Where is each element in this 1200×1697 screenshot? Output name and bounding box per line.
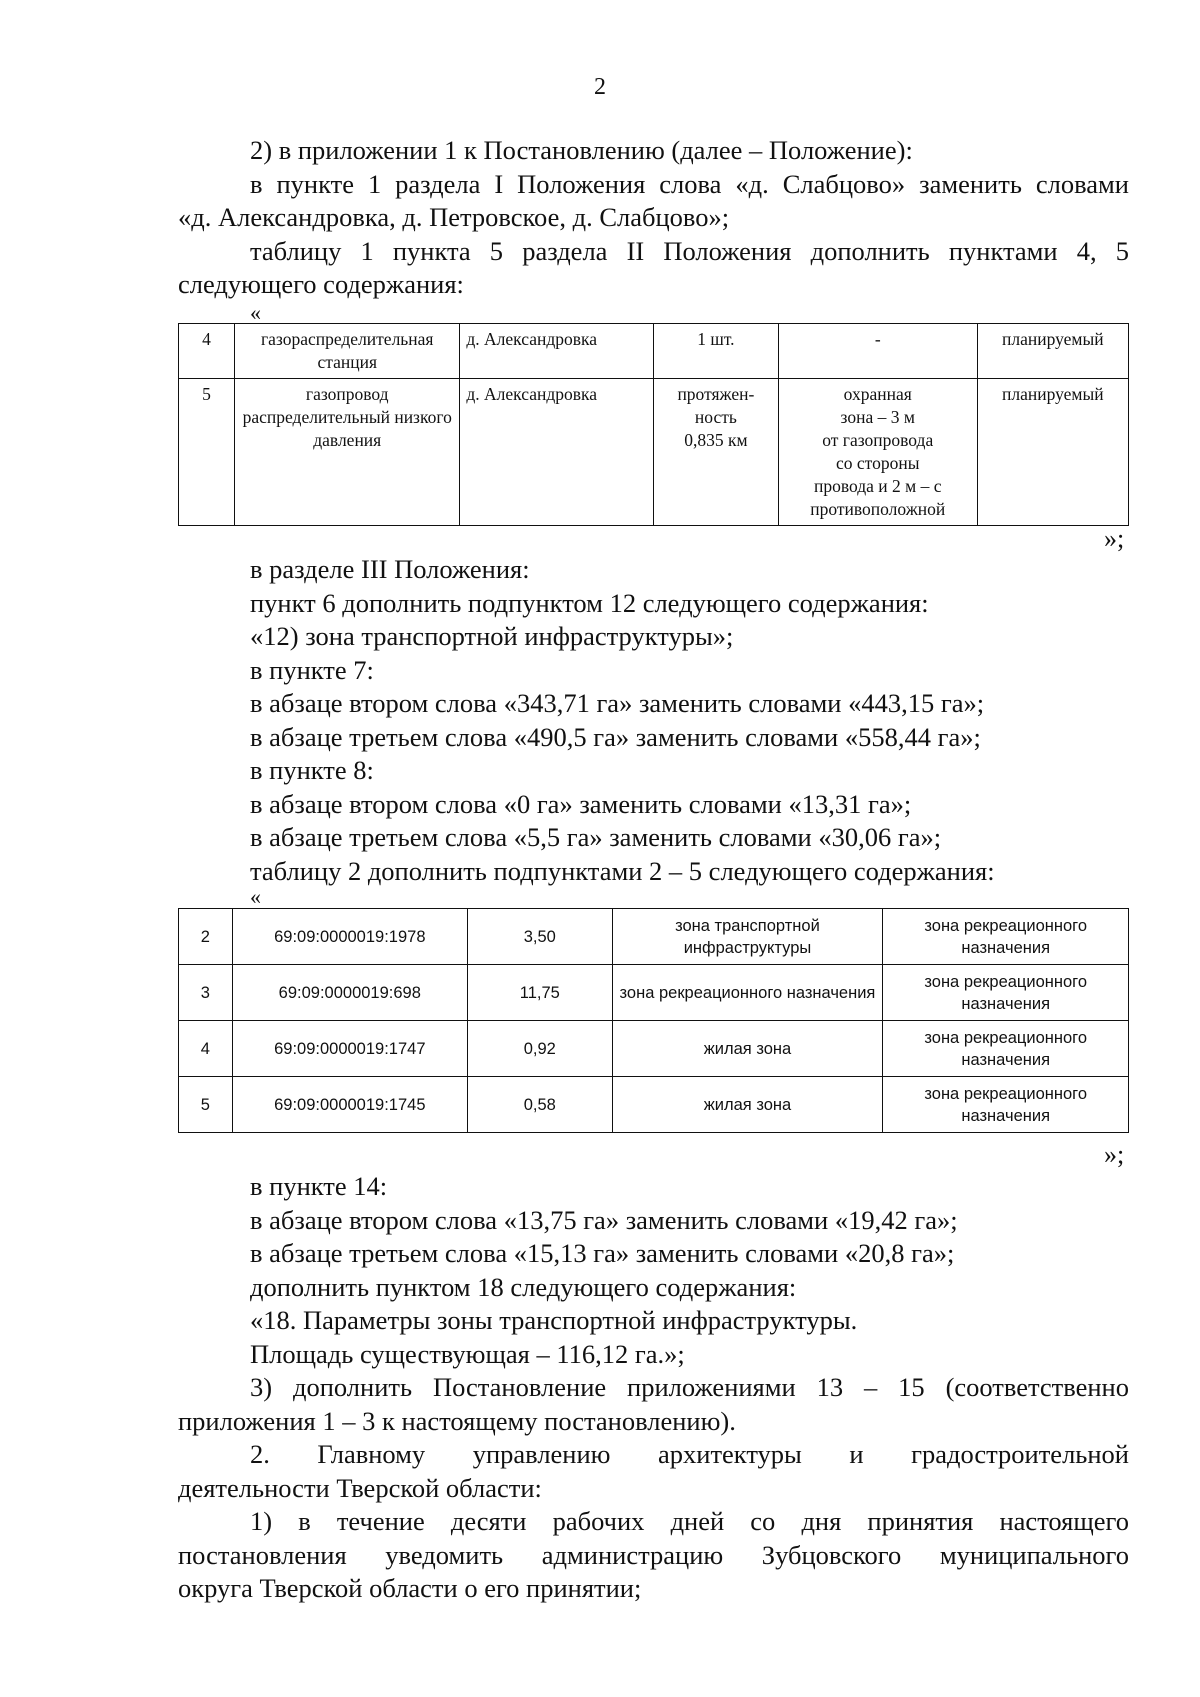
cell-area: 0,58: [468, 1077, 613, 1133]
cell-param: протяжен- ность 0,835 км: [653, 379, 778, 526]
cell-to: зона рекреационного назначения: [883, 965, 1129, 1021]
paragraph: 1) в течение десяти рабочих дней со дня принятия настоящего: [250, 1506, 1129, 1536]
cell-num: 5: [179, 1077, 233, 1133]
table-1: [178, 323, 1129, 526]
paragraph: Площадь существующая – 116,12 га.»;: [250, 1338, 685, 1369]
paragraph: в пункте 7:: [250, 654, 374, 685]
cell-num: 4: [179, 1021, 233, 1077]
cell-cadastral: 69:09:0000019:1745: [232, 1077, 467, 1133]
cell-from: жилая зона: [612, 1021, 883, 1077]
paragraph: приложения 1 – 3 к настоящему постановлению).: [178, 1405, 736, 1436]
cell-to: зона рекреационного назначения: [883, 909, 1129, 965]
paragraph: в разделе III Положения:: [250, 554, 530, 584]
paragraph: 2) в приложении 1 к Постановлению (далее – Положение):: [250, 135, 913, 165]
table-row: [179, 1077, 1129, 1133]
quote-close: »;: [1104, 1140, 1125, 1169]
paragraph: в пункте 8:: [250, 755, 374, 785]
cell-place: д. Александровка: [460, 379, 654, 526]
cell-area: 0,92: [468, 1021, 613, 1077]
paragraph: в пункте 1 раздела I Положения слова «д. Слабцово» заменить словами: [250, 168, 1129, 199]
paragraph: 3) дополнить Постановление приложениями 13 – 15 (соответственно: [250, 1372, 1129, 1402]
cell-zone: -: [778, 324, 977, 379]
table-2: [178, 908, 1129, 1133]
paragraph: таблицу 2 дополнить подпунктами 2 – 5 следующего содержания:: [250, 855, 995, 886]
quote-close: »;: [1104, 524, 1125, 553]
cell-cadastral: 69:09:0000019:1978: [232, 909, 467, 965]
paragraph: таблицу 1 пункта 5 раздела II Положения дополнить пунктами 4, 5: [250, 235, 1129, 266]
paragraph: в абзаце третьем слова «490,5 га» заменить словами «558,44 га»;: [250, 721, 981, 752]
paragraph: «12) зона транспортной инфраструктуры»;: [250, 621, 734, 651]
cell-cadastral: 69:09:0000019:698: [232, 965, 467, 1021]
section-1: [178, 134, 1129, 302]
paragraph: в абзаце втором слова «13,75 га» заменить словами «19,42 га»;: [250, 1204, 958, 1235]
cell-param: 1 шт.: [653, 324, 778, 379]
cell-place: д. Александровка: [460, 324, 654, 379]
paragraph: в пункте 14:: [250, 1171, 388, 1201]
page-number: 2: [594, 74, 606, 100]
quote-open: «: [250, 884, 261, 909]
cell-zone: охранная зона – 3 м от газопровода со стороны провода и 2 м – с противоположной: [778, 379, 977, 526]
cell-status: планируемый: [977, 324, 1128, 379]
cell-from: зона рекреационного назначения: [612, 965, 883, 1021]
paragraph: деятельности Тверской области:: [178, 1472, 542, 1503]
table-row: [179, 324, 1129, 379]
cell-area: 3,50: [468, 909, 613, 965]
cell-to: зона рекреационного назначения: [883, 1021, 1129, 1077]
paragraph: пункт 6 дополнить подпунктом 12 следующего содержания:: [250, 587, 929, 618]
cell-status: планируемый: [977, 379, 1128, 526]
cell-num: 4: [179, 324, 235, 379]
cell-num: 3: [179, 965, 233, 1021]
paragraph: в абзаце третьем слова «15,13 га» заменить словами «20,8 га»;: [250, 1238, 955, 1268]
section-2: [178, 553, 1129, 888]
paragraph: 2. Главному управлению архитектуры и градостроительной: [250, 1439, 1129, 1469]
paragraph: дополнить пунктом 18 следующего содержания:: [250, 1271, 797, 1302]
cell-to: зона рекреационного назначения: [883, 1077, 1129, 1133]
cell-from: жилая зона: [612, 1077, 883, 1133]
cell-cadastral: 69:09:0000019:1747: [232, 1021, 467, 1077]
table-row: [179, 909, 1129, 965]
table-row: [179, 379, 1129, 526]
cell-name: газопровод распределительный низкого давления: [235, 379, 460, 526]
paragraph: в абзаце втором слова «343,71 га» заменить словами «443,15 га»;: [250, 688, 985, 718]
section-3: [178, 1170, 1129, 1606]
table-row: [179, 1021, 1129, 1077]
paragraph: постановления уведомить администрацию Зубцовского муниципального: [178, 1539, 1129, 1570]
paragraph: «д. Александровка, д. Петровское, д. Слабцово»;: [178, 202, 730, 232]
paragraph: «18. Параметры зоны транспортной инфраструктуры.: [250, 1305, 858, 1335]
paragraph: в абзаце третьем слова «5,5 га» заменить словами «30,06 га»;: [250, 822, 942, 852]
cell-name: газораспределительная станция: [235, 324, 460, 379]
paragraph: округа Тверской области о его принятии;: [178, 1573, 642, 1603]
cell-area: 11,75: [468, 965, 613, 1021]
paragraph: в абзаце втором слова «0 га» заменить словами «13,31 га»;: [250, 788, 912, 819]
cell-from: зона транспортной инфраструктуры: [612, 909, 883, 965]
quote-open: «: [250, 300, 261, 325]
cell-num: 5: [179, 379, 235, 526]
paragraph: следующего содержания:: [178, 269, 464, 299]
cell-num: 2: [179, 909, 233, 965]
table-row: [179, 965, 1129, 1021]
